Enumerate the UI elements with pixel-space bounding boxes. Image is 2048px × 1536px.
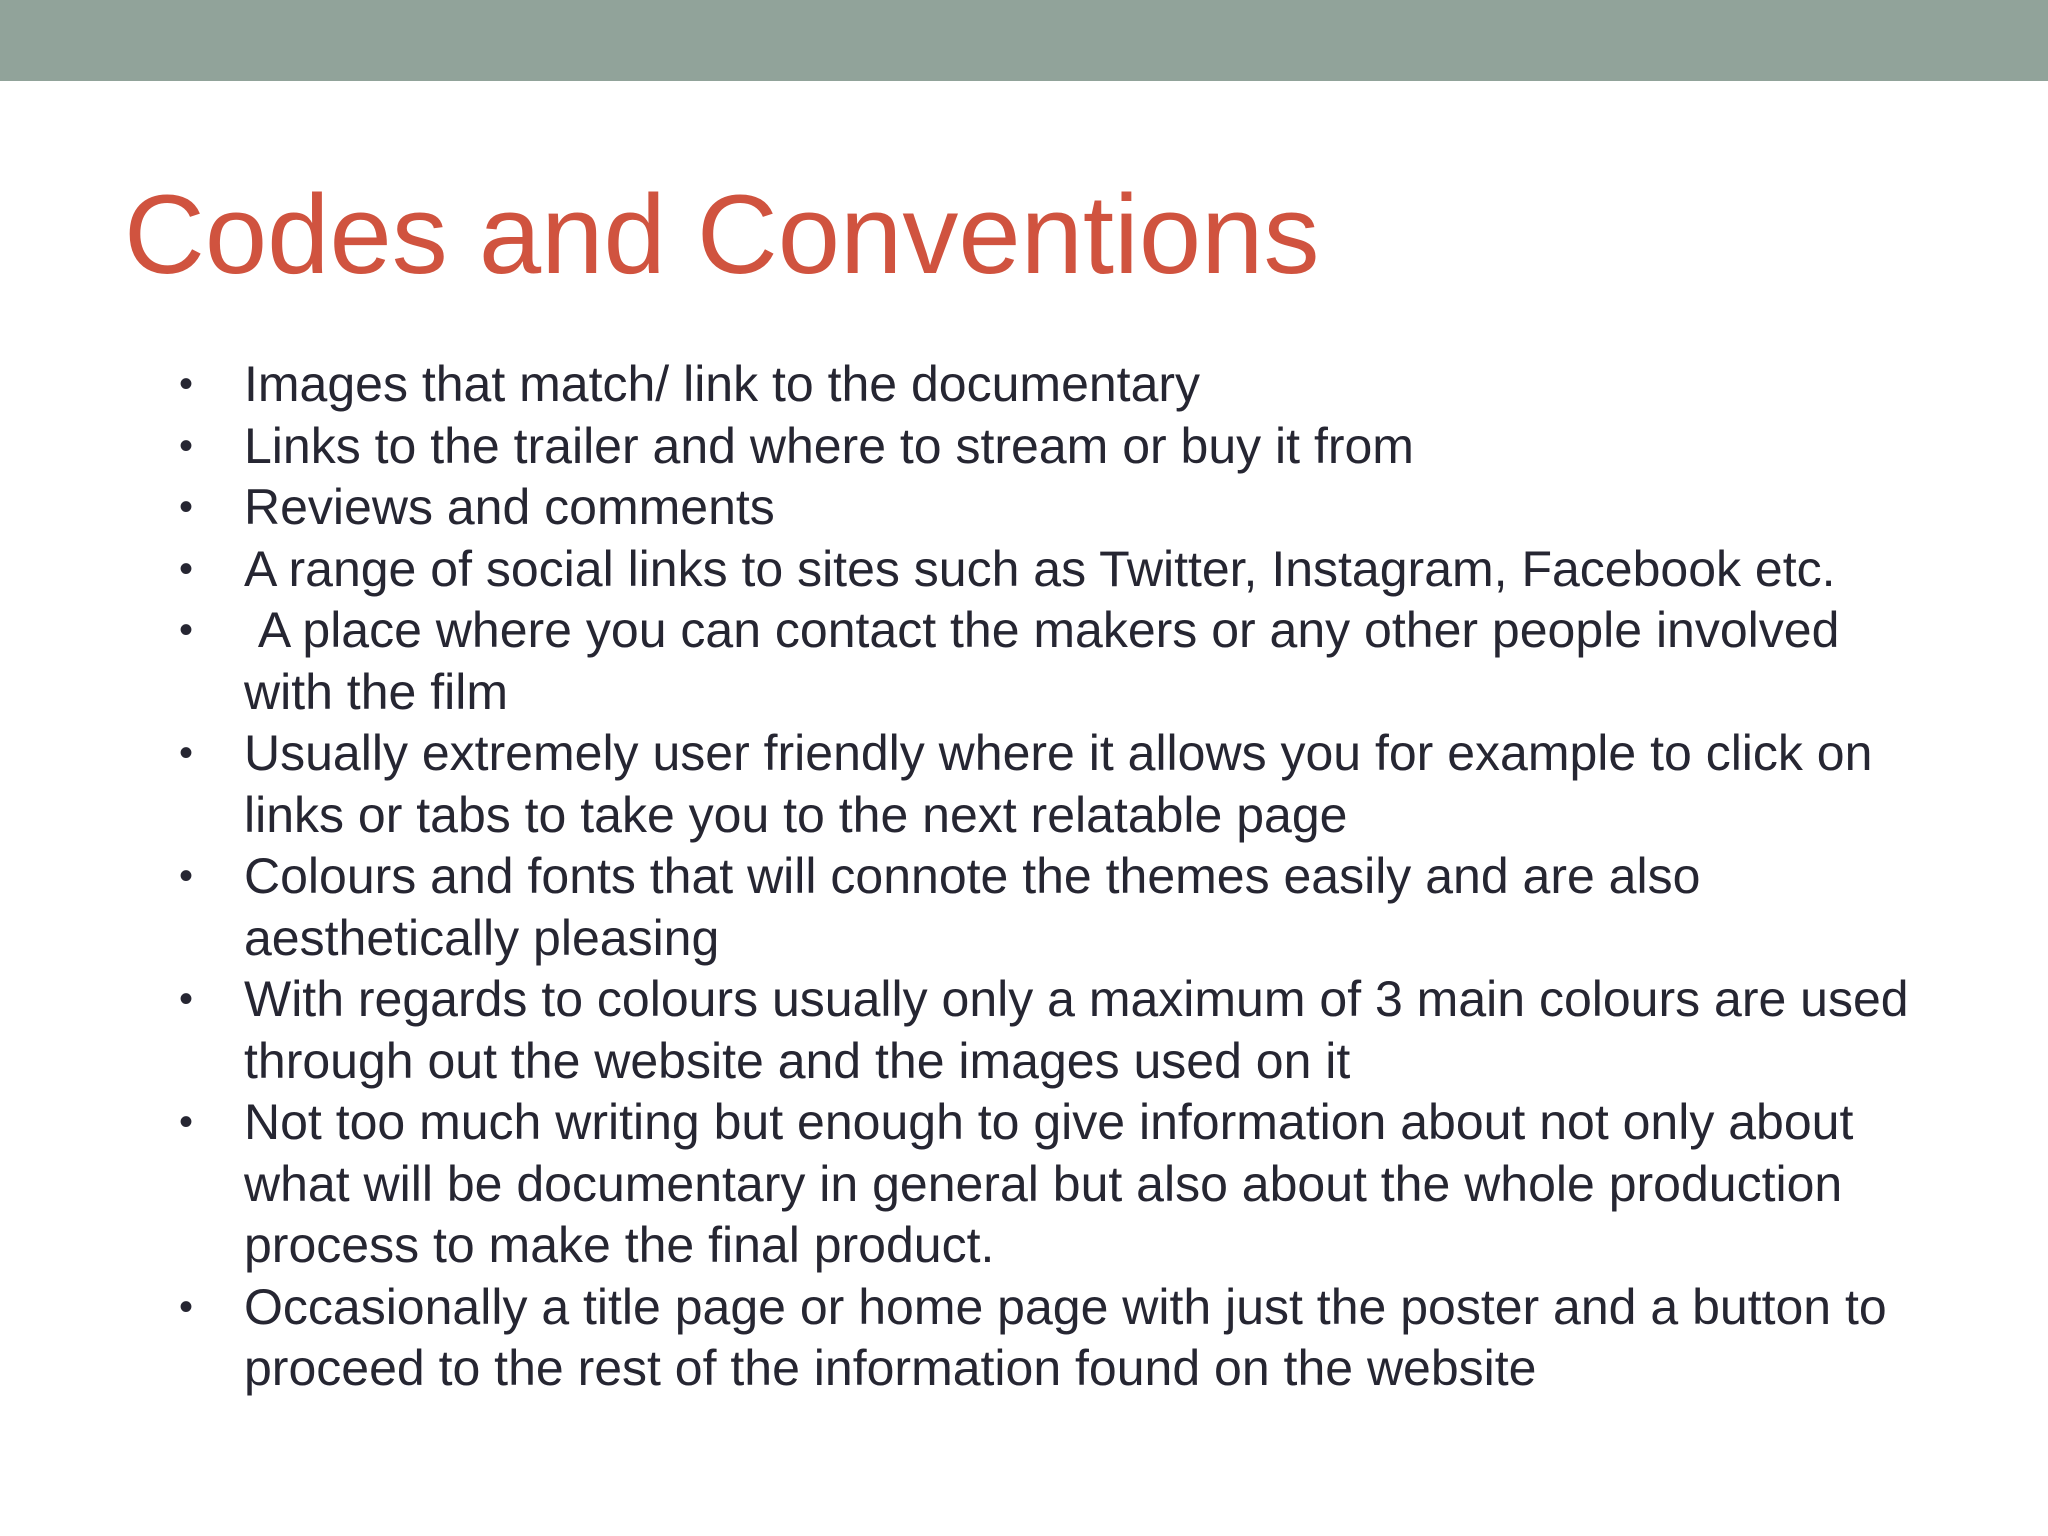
bullet-dot-icon: • [179, 423, 194, 468]
bullet-dot-icon: • [179, 1100, 194, 1144]
bullet-item [0, 1092, 1924, 1277]
bullet-item [0, 1277, 1924, 1400]
bullet-list [0, 354, 2048, 1400]
bullet-dot-icon: • [179, 731, 194, 775]
bullet-item [0, 477, 1924, 539]
bullet-dot-icon: • [179, 854, 194, 898]
bullet-dot-icon: • [179, 608, 194, 652]
bullet-item [0, 416, 1924, 478]
bullet-text: Usually extremely user friendly where it allows you for example to click on links or tabs to take you to the next relatable page [244, 725, 1873, 843]
bullet-item [0, 846, 1924, 969]
bullet-dot-icon: • [179, 362, 194, 406]
bullet-item [0, 539, 1924, 601]
bullet-text: A range of social links to sites such as Twitter, Instagram, Facebook etc. [244, 540, 1836, 597]
bullet-dot-icon: • [179, 485, 194, 529]
bullet-text: Images that match/ link to the documentary [244, 356, 1201, 412]
bullet-text: With regards to colours usually only a maximum of 3 main colours are used through out the website and the images used on it [244, 971, 1909, 1089]
bullet-item [0, 600, 1924, 723]
bullet-dot-icon: • [179, 977, 194, 1021]
bullet-text: A place where you can contact the makers or any other people involved with the film [244, 602, 1854, 720]
bullet-item [0, 969, 1924, 1092]
slide-title: Codes and Conventions [124, 172, 1320, 297]
bullet-item [0, 723, 1924, 846]
bullet-dot-icon: • [179, 546, 194, 591]
bullet-text: Occasionally a title page or home page with just the poster and a button to proceed to the rest of the information found on the website [244, 1278, 1887, 1396]
bullet-dot-icon: • [179, 1284, 194, 1329]
slide-header-bar [0, 0, 2048, 81]
bullet-text: Links to the trailer and where to stream or buy it from [244, 417, 1414, 474]
bullet-text: Colours and fonts that will connote the themes easily and are also aesthetically pleasing [244, 848, 1701, 966]
bullet-item [0, 354, 1924, 416]
bullet-text: Reviews and comments [244, 479, 775, 535]
bullet-text: Not too much writing but enough to give information about not only about what will be documentary in general but also about the whole production process to make the final product. [244, 1094, 1854, 1273]
